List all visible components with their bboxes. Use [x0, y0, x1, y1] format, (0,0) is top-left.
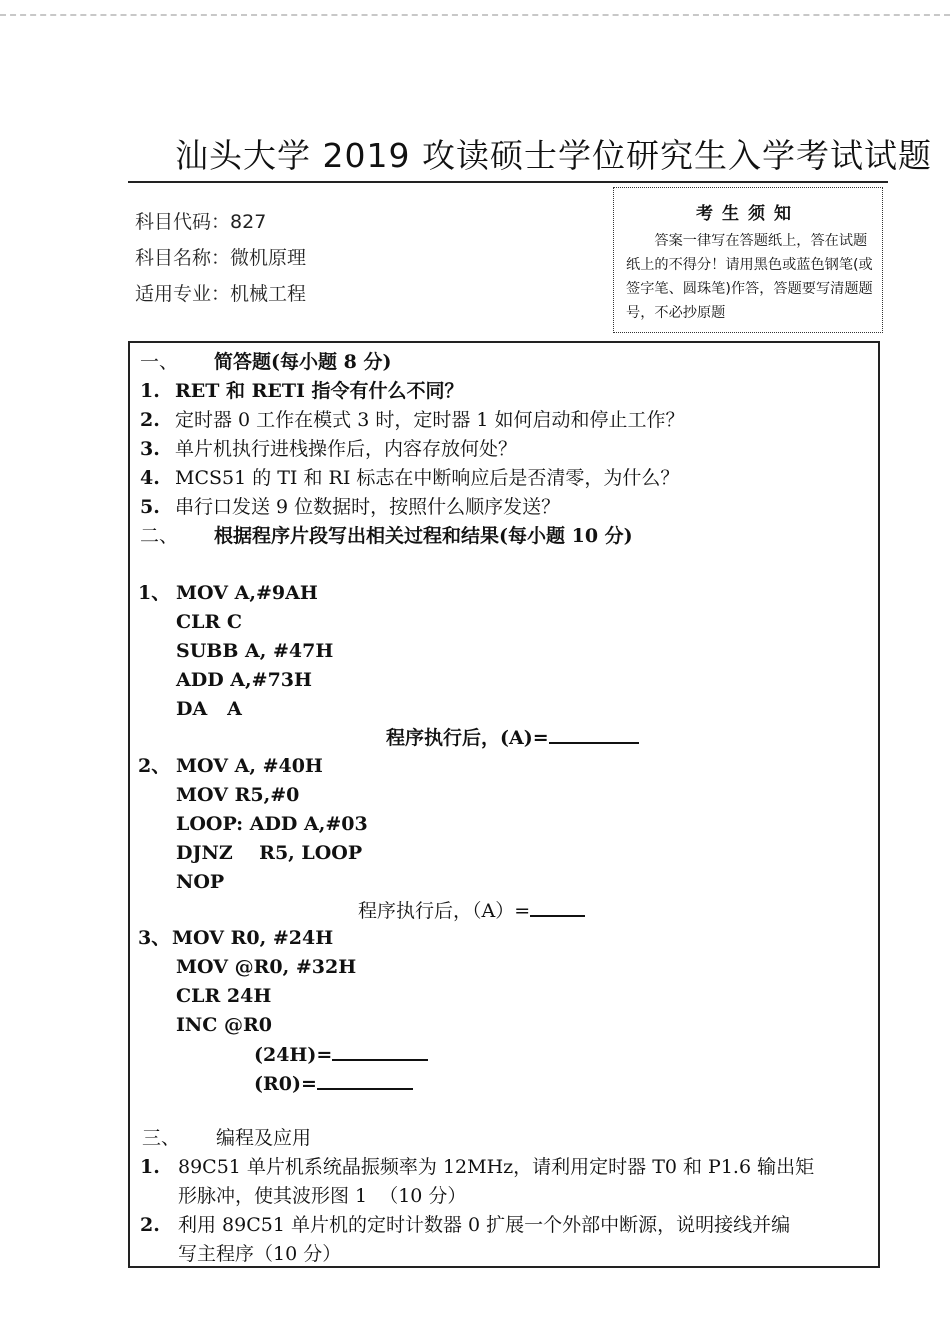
p3-r0-answer-blank: [317, 1070, 413, 1090]
q1-5-num: 5.: [140, 496, 160, 518]
p3-result-r0: [254, 1070, 413, 1097]
section1-number: 一、: [140, 351, 179, 373]
p3-24h-answer-blank: [332, 1041, 428, 1061]
q1-1-num: 1.: [140, 380, 160, 402]
p3-line: INC @R0: [176, 1014, 273, 1036]
p2-line: MOV R5,#0: [176, 784, 300, 806]
p1-line: DA A: [176, 698, 242, 720]
p3-result-24h-label: (24H)=: [254, 1044, 333, 1066]
section2-title: 根据程序片段写出相关过程和结果(每小题 10 分): [214, 525, 633, 547]
p2-line: DJNZ R5, LOOP: [176, 842, 363, 864]
q3-2-num: 2.: [140, 1214, 160, 1236]
q3-2-line1: 利用 89C51 单片机的定时计数器 0 扩展一个外部中断源，说明接线并编: [178, 1214, 791, 1236]
p3-result-24h: [254, 1041, 428, 1068]
q1-1-text: RET 和 RETI 指令有什么不同？: [175, 380, 464, 402]
q1-5-text: 串行口发送 9 位数据时，按照什么顺序发送？: [175, 496, 561, 518]
p1-line: SUBB A, #47H: [176, 640, 334, 662]
q3-1-num: 1.: [140, 1156, 160, 1178]
q1-4-text: MCS51 的 TI 和 RI 标志在中断响应后是否清零，为什么？: [175, 467, 680, 489]
subject-name: [135, 243, 435, 270]
question-box: [128, 341, 880, 1268]
p2-num: 2、: [138, 755, 171, 777]
subject-code: [135, 207, 435, 234]
q1-2-text: 定时器 0 工作在模式 3 时，定时器 1 如何启动和停止工作？: [175, 409, 685, 431]
p2-answer-blank: [530, 897, 585, 917]
subject-code-value: 827: [230, 211, 267, 233]
applicable-major-label: 适用专业：: [135, 283, 231, 305]
q1-4-num: 4.: [140, 467, 160, 489]
subject-name-value: 微机原理: [230, 247, 307, 269]
p3-line: CLR 24H: [176, 985, 272, 1007]
q3-1-line1: 89C51 单片机系统晶振频率为 12MHz，请利用定时器 T0 和 P1.6 输出矩: [178, 1156, 815, 1178]
exam-title: 汕头大学 2019 攻读硕士学位研究生入学考试试题: [175, 136, 932, 175]
p2-line: NOP: [176, 871, 225, 893]
subject-name-label: 科目名称：: [135, 247, 231, 269]
section3-number: 三、: [142, 1127, 181, 1149]
p3-num: 3、: [138, 927, 171, 949]
p1-line: MOV A,#9AH: [176, 582, 318, 604]
p3-line: MOV R0, #24H: [172, 927, 334, 949]
notice-body: 答案一律写在答题纸上，答在试题纸上的不得分！请用黑色或蓝色钢笔(或签字笔、圆珠笔)作答，答题要写清题题号，不必抄原题: [626, 233, 873, 321]
subject-code-label: 科目代码：: [135, 211, 231, 233]
applicable-major: [135, 279, 435, 306]
p1-answer-blank: [549, 724, 639, 744]
p2-line: MOV A, #40H: [176, 755, 323, 777]
scan-edge-artifact: [0, 14, 950, 16]
p1-num: 1、: [138, 582, 171, 604]
p1-result-label: 程序执行后，(A)=: [386, 727, 549, 749]
q1-2-num: 2.: [140, 409, 160, 431]
p3-line: MOV @R0, #32H: [176, 956, 357, 978]
p2-result-label: 程序执行后，（A）=: [358, 900, 531, 922]
p2-line: LOOP: ADD A,#03: [176, 813, 368, 835]
section2-number: 二、: [140, 525, 179, 547]
applicable-major-value: 机械工程: [230, 283, 307, 305]
q3-2-line2: 写主程序（10 分）: [178, 1243, 342, 1265]
p1-line: CLR C: [176, 611, 243, 633]
title-underline: [128, 181, 888, 183]
q1-3-text: 单片机执行进栈操作后，内容存放何处？: [175, 438, 518, 460]
section1-title: 简答题(每小题 8 分): [214, 351, 392, 373]
p2-result: [358, 897, 585, 924]
candidate-notice-box: [613, 187, 883, 333]
q3-1-line2: 形脉冲，使其波形图 1 （10 分）: [178, 1185, 467, 1207]
q1-3-num: 3.: [140, 438, 160, 460]
p3-result-r0-label: (R0)=: [254, 1073, 317, 1095]
p1-result: [386, 724, 639, 751]
p1-line: ADD A,#73H: [176, 669, 312, 691]
section3-title: 编程及应用: [216, 1127, 312, 1149]
notice-title: 考生须知: [696, 204, 800, 224]
